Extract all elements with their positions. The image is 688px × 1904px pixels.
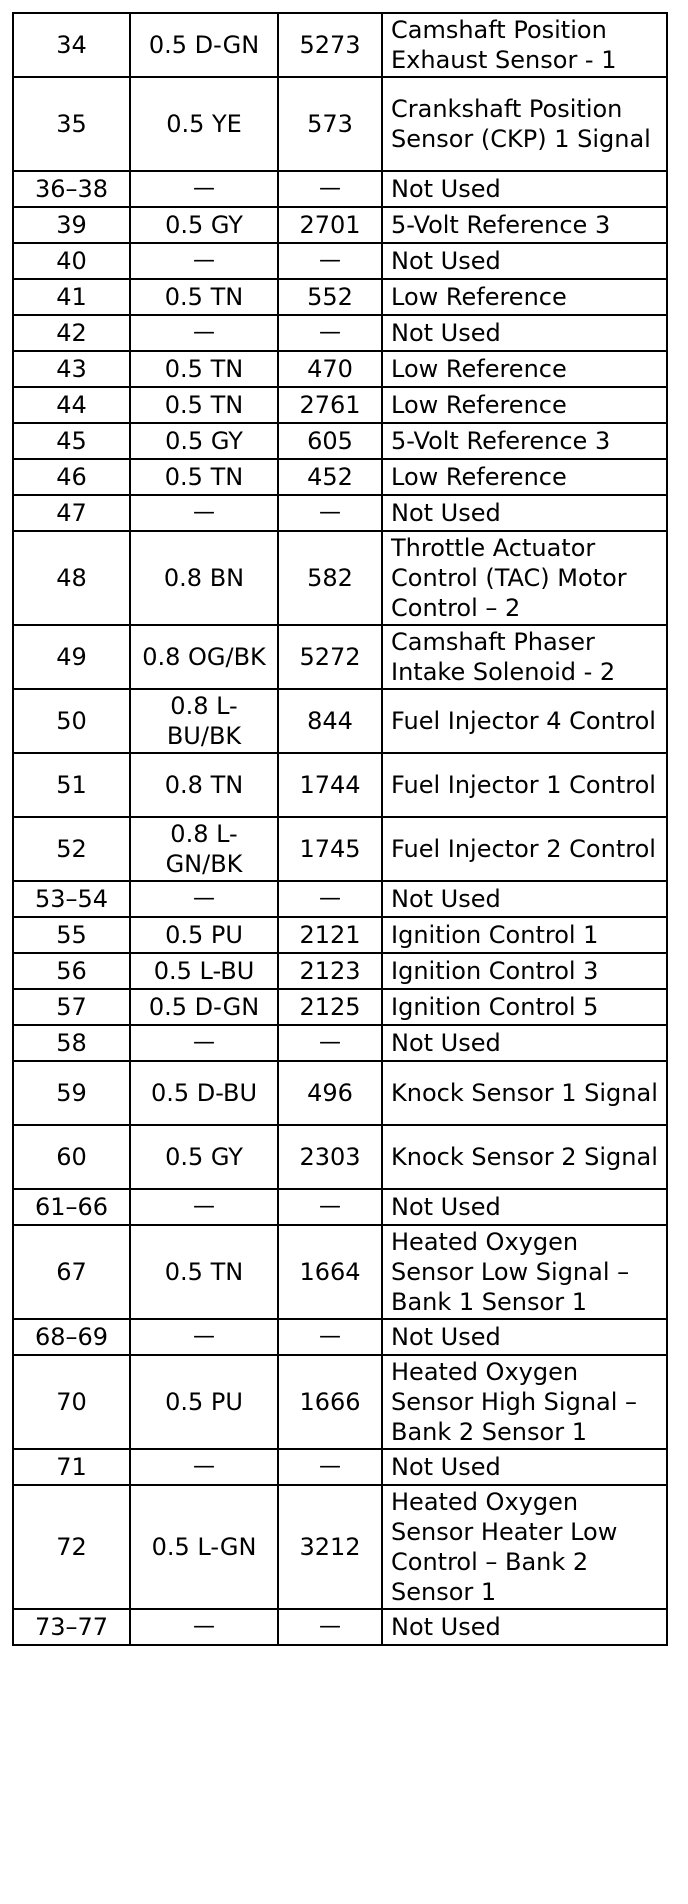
function-cell: Not Used — [382, 1609, 667, 1645]
wire-color-cell: 0.5 L-GN — [130, 1485, 278, 1609]
pin-number-cell: 41 — [13, 279, 130, 315]
pin-number-cell: 36–38 — [13, 171, 130, 207]
wire-color-cell: 0.5 GY — [130, 423, 278, 459]
function-cell: 5-Volt Reference 3 — [382, 207, 667, 243]
wire-color-cell: 0.5 D-GN — [130, 13, 278, 77]
table-row — [13, 351, 667, 387]
table-row — [13, 1319, 667, 1355]
wire-color-cell: 0.5 YE — [130, 77, 278, 171]
wire-color-cell: — — [130, 1449, 278, 1485]
circuit-number-cell: 1744 — [278, 753, 382, 817]
wire-color-cell: — — [130, 1319, 278, 1355]
function-cell: Not Used — [382, 495, 667, 531]
wire-color-cell: 0.8 BN — [130, 531, 278, 625]
pin-number-cell: 48 — [13, 531, 130, 625]
function-cell: Not Used — [382, 1449, 667, 1485]
table-row — [13, 531, 667, 625]
circuit-number-cell: 496 — [278, 1061, 382, 1125]
pin-number-cell: 51 — [13, 753, 130, 817]
function-cell: Fuel Injector 4 Control — [382, 689, 667, 753]
pin-number-cell: 34 — [13, 13, 130, 77]
table-row — [13, 625, 667, 689]
table-row — [13, 1189, 667, 1225]
function-cell: Throttle Actuator Control (TAC) Motor Control – 2 — [382, 531, 667, 625]
table-row — [13, 459, 667, 495]
pin-number-cell: 35 — [13, 77, 130, 171]
function-cell: Camshaft Position Exhaust Sensor - 1 — [382, 13, 667, 77]
function-cell: Ignition Control 1 — [382, 917, 667, 953]
function-cell: Not Used — [382, 243, 667, 279]
table-row — [13, 1225, 667, 1319]
function-cell: 5-Volt Reference 3 — [382, 423, 667, 459]
circuit-number-cell: 1666 — [278, 1355, 382, 1449]
wire-color-cell: 0.5 TN — [130, 279, 278, 315]
pin-number-cell: 53–54 — [13, 881, 130, 917]
function-cell: Ignition Control 5 — [382, 989, 667, 1025]
function-cell: Knock Sensor 2 Signal — [382, 1125, 667, 1189]
function-cell: Not Used — [382, 315, 667, 351]
wire-color-cell: 0.5 PU — [130, 1355, 278, 1449]
wire-color-cell: — — [130, 315, 278, 351]
wire-color-cell: 0.5 TN — [130, 387, 278, 423]
circuit-number-cell: — — [278, 243, 382, 279]
wire-color-cell: — — [130, 1609, 278, 1645]
circuit-number-cell: — — [278, 495, 382, 531]
wire-color-cell: 0.8 L-BU/BK — [130, 689, 278, 753]
wire-color-cell: 0.5 PU — [130, 917, 278, 953]
circuit-number-cell: 3212 — [278, 1485, 382, 1609]
function-cell: Not Used — [382, 171, 667, 207]
table-row — [13, 1025, 667, 1061]
circuit-number-cell: 2303 — [278, 1125, 382, 1189]
circuit-number-cell: — — [278, 1025, 382, 1061]
wire-color-cell: — — [130, 243, 278, 279]
circuit-number-cell: — — [278, 171, 382, 207]
wire-color-cell: 0.8 L-GN/BK — [130, 817, 278, 881]
pin-number-cell: 40 — [13, 243, 130, 279]
table-row — [13, 1449, 667, 1485]
pin-number-cell: 42 — [13, 315, 130, 351]
table-row — [13, 1485, 667, 1609]
wire-color-cell: 0.5 L-BU — [130, 953, 278, 989]
pinout-table-body — [13, 13, 667, 1645]
pin-number-cell: 67 — [13, 1225, 130, 1319]
pin-number-cell: 56 — [13, 953, 130, 989]
pin-number-cell: 52 — [13, 817, 130, 881]
pin-number-cell: 60 — [13, 1125, 130, 1189]
pin-number-cell: 61–66 — [13, 1189, 130, 1225]
pin-number-cell: 39 — [13, 207, 130, 243]
table-row — [13, 77, 667, 171]
function-cell: Low Reference — [382, 279, 667, 315]
table-row — [13, 917, 667, 953]
wire-color-cell: — — [130, 1189, 278, 1225]
table-row — [13, 1355, 667, 1449]
table-row — [13, 1125, 667, 1189]
pin-number-cell: 55 — [13, 917, 130, 953]
pin-number-cell: 57 — [13, 989, 130, 1025]
wire-color-cell: — — [130, 1025, 278, 1061]
function-cell: Heated Oxygen Sensor Heater Low Control – Bank 2 Sensor 1 — [382, 1485, 667, 1609]
table-row — [13, 387, 667, 423]
table-row — [13, 689, 667, 753]
function-cell: Crankshaft Position Sensor (CKP) 1 Signal — [382, 77, 667, 171]
pin-number-cell: 59 — [13, 1061, 130, 1125]
pin-number-cell: 44 — [13, 387, 130, 423]
wire-color-cell: 0.5 D-BU — [130, 1061, 278, 1125]
table-row — [13, 279, 667, 315]
table-row — [13, 953, 667, 989]
table-row — [13, 1609, 667, 1645]
pin-number-cell: 68–69 — [13, 1319, 130, 1355]
pin-number-cell: 70 — [13, 1355, 130, 1449]
circuit-number-cell: 844 — [278, 689, 382, 753]
table-row — [13, 423, 667, 459]
circuit-number-cell: 452 — [278, 459, 382, 495]
table-row — [13, 495, 667, 531]
wire-color-cell: 0.5 GY — [130, 207, 278, 243]
function-cell: Not Used — [382, 1025, 667, 1061]
function-cell: Camshaft Phaser Intake Solenoid - 2 — [382, 625, 667, 689]
function-cell: Fuel Injector 2 Control — [382, 817, 667, 881]
circuit-number-cell: — — [278, 881, 382, 917]
pin-number-cell: 46 — [13, 459, 130, 495]
wire-color-cell: 0.5 TN — [130, 1225, 278, 1319]
pin-number-cell: 47 — [13, 495, 130, 531]
pin-number-cell: 43 — [13, 351, 130, 387]
wire-color-cell: — — [130, 881, 278, 917]
function-cell: Fuel Injector 1 Control — [382, 753, 667, 817]
function-cell: Low Reference — [382, 387, 667, 423]
table-row — [13, 207, 667, 243]
wire-color-cell: 0.5 TN — [130, 459, 278, 495]
wire-color-cell: 0.5 GY — [130, 1125, 278, 1189]
table-row — [13, 881, 667, 917]
function-cell: Ignition Control 3 — [382, 953, 667, 989]
function-cell: Knock Sensor 1 Signal — [382, 1061, 667, 1125]
pin-number-cell: 49 — [13, 625, 130, 689]
pin-number-cell: 50 — [13, 689, 130, 753]
function-cell: Not Used — [382, 1189, 667, 1225]
circuit-number-cell: 2701 — [278, 207, 382, 243]
function-cell: Not Used — [382, 1319, 667, 1355]
wire-color-cell: 0.8 OG/BK — [130, 625, 278, 689]
circuit-number-cell: 2121 — [278, 917, 382, 953]
table-row — [13, 13, 667, 77]
function-cell: Low Reference — [382, 459, 667, 495]
wire-color-cell: — — [130, 171, 278, 207]
pin-number-cell: 71 — [13, 1449, 130, 1485]
table-row — [13, 989, 667, 1025]
pin-number-cell: 45 — [13, 423, 130, 459]
table-row — [13, 171, 667, 207]
wire-color-cell: 0.5 D-GN — [130, 989, 278, 1025]
circuit-number-cell: — — [278, 1319, 382, 1355]
wire-color-cell: 0.8 TN — [130, 753, 278, 817]
circuit-number-cell: 582 — [278, 531, 382, 625]
circuit-number-cell: — — [278, 315, 382, 351]
table-row — [13, 315, 667, 351]
table-row — [13, 1061, 667, 1125]
circuit-number-cell: — — [278, 1189, 382, 1225]
wire-color-cell: — — [130, 495, 278, 531]
pin-number-cell: 72 — [13, 1485, 130, 1609]
pin-number-cell: 58 — [13, 1025, 130, 1061]
circuit-number-cell: 552 — [278, 279, 382, 315]
function-cell: Heated Oxygen Sensor High Signal – Bank 2 Sensor 1 — [382, 1355, 667, 1449]
wire-color-cell: 0.5 TN — [130, 351, 278, 387]
circuit-number-cell: 1745 — [278, 817, 382, 881]
function-cell: Heated Oxygen Sensor Low Signal – Bank 1 Sensor 1 — [382, 1225, 667, 1319]
circuit-number-cell: 5272 — [278, 625, 382, 689]
circuit-number-cell: — — [278, 1449, 382, 1485]
function-cell: Not Used — [382, 881, 667, 917]
circuit-number-cell: — — [278, 1609, 382, 1645]
table-row — [13, 817, 667, 881]
function-cell: Low Reference — [382, 351, 667, 387]
circuit-number-cell: 2125 — [278, 989, 382, 1025]
pin-number-cell: 73–77 — [13, 1609, 130, 1645]
circuit-number-cell: 1664 — [278, 1225, 382, 1319]
circuit-number-cell: 605 — [278, 423, 382, 459]
circuit-number-cell: 5273 — [278, 13, 382, 77]
table-row — [13, 243, 667, 279]
circuit-number-cell: 2761 — [278, 387, 382, 423]
table-row — [13, 753, 667, 817]
circuit-number-cell: 573 — [278, 77, 382, 171]
circuit-number-cell: 2123 — [278, 953, 382, 989]
connector-pinout-table — [12, 12, 668, 1646]
circuit-number-cell: 470 — [278, 351, 382, 387]
